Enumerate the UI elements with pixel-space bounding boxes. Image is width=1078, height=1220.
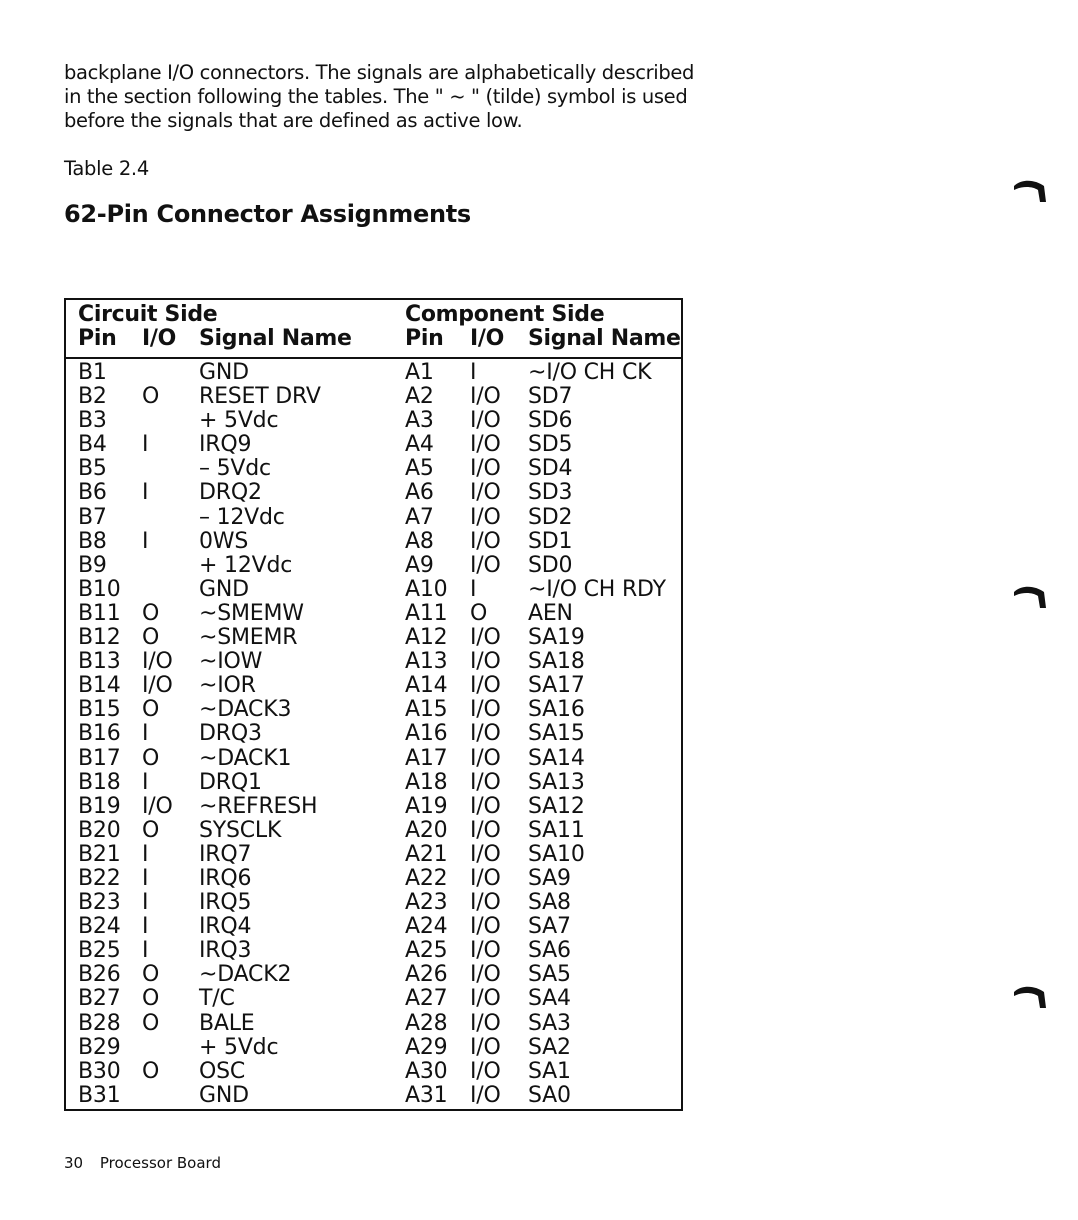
component-io-cell: O [470, 600, 488, 626]
circuit-signal-cell: IRQ3 [199, 938, 252, 964]
table-row [66, 1060, 681, 1084]
component-pin-cell: A31 [405, 1082, 448, 1108]
table-row [66, 457, 681, 481]
circuit-io-cell: I [142, 432, 149, 458]
component-io-cell: I/O [470, 1034, 501, 1060]
circuit-pin-cell: B12 [78, 625, 121, 651]
component-io-cell: I/O [470, 456, 501, 482]
page-title: 62-Pin Connector Assignments [64, 200, 471, 228]
circuit-io-cell: I [142, 890, 149, 916]
component-io-cell: I/O [470, 673, 501, 699]
table-row [66, 626, 681, 650]
circuit-signal-cell: SYSCLK [199, 817, 282, 843]
intro-line: in the section following the tables. The " ~ " (tilde) symbol is used [64, 85, 688, 108]
component-signal-cell: SA11 [528, 817, 585, 843]
component-signal-cell: SA4 [528, 986, 571, 1012]
component-io-cell: I/O [470, 625, 501, 651]
component-signal-cell: SA19 [528, 625, 585, 651]
table-row [66, 361, 681, 385]
component-signal-cell: SD1 [528, 528, 573, 554]
component-io-cell: I/O [470, 384, 501, 410]
component-pin-cell: A1 [405, 360, 434, 385]
circuit-io-cell: O [142, 986, 160, 1012]
component-pin-cell: A24 [405, 914, 448, 940]
circuit-signal-cell: ~DACK3 [199, 697, 292, 723]
circuit-io-cell: I/O [142, 673, 173, 699]
circuit-pin-cell: B1 [78, 360, 107, 385]
page-number: 30 [64, 1154, 84, 1172]
page-footer [64, 1154, 221, 1172]
component-signal-cell: SA8 [528, 890, 571, 916]
component-pin-cell: A30 [405, 1058, 448, 1084]
circuit-io-cell: O [142, 625, 160, 651]
circuit-signal-cell: ~IOR [199, 673, 256, 699]
circuit-pin-cell: B13 [78, 649, 121, 675]
component-io-cell: I/O [470, 697, 501, 723]
component-signal-cell: SD7 [528, 384, 573, 410]
component-io-cell: I/O [470, 528, 501, 554]
component-side-header: Component Side [405, 302, 605, 327]
scan-mark-icon [1012, 582, 1048, 610]
circuit-pin-cell: B31 [78, 1082, 121, 1108]
component-pin-cell: A7 [405, 504, 434, 530]
component-pin-cell: A3 [405, 408, 434, 434]
component-pin-cell: A5 [405, 456, 434, 482]
circuit-pin-cell: B3 [78, 408, 107, 434]
table-row [66, 578, 681, 602]
component-signal-cell: SA0 [528, 1082, 571, 1108]
component-pin-cell: A27 [405, 986, 448, 1012]
circuit-pin-cell: B8 [78, 528, 107, 554]
component-io-cell: I/O [470, 432, 501, 458]
circuit-io-cell: O [142, 697, 160, 723]
component-io-cell: I/O [470, 1082, 501, 1108]
component-pin-cell: A14 [405, 673, 448, 699]
circuit-io-cell: O [142, 962, 160, 988]
component-io-cell: I/O [470, 769, 501, 795]
table-row [66, 409, 681, 433]
circuit-pin-cell: B30 [78, 1058, 121, 1084]
circuit-signal-cell: GND [199, 360, 249, 385]
circuit-io-cell: I [142, 914, 149, 940]
circuit-signal-cell: BALE [199, 1010, 255, 1036]
component-pin-cell: A6 [405, 480, 434, 506]
circuit-io-cell: I [142, 841, 149, 867]
circuit-signal-cell: ~DACK2 [199, 962, 292, 988]
component-io-cell: I [470, 576, 477, 602]
circuit-pin-cell: B20 [78, 817, 121, 843]
component-io-cell: I/O [470, 890, 501, 916]
circuit-pin-cell: B15 [78, 697, 121, 723]
connector-table [64, 298, 683, 1111]
component-io-cell: I/O [470, 865, 501, 891]
component-io-cell: I/O [470, 1058, 501, 1084]
circuit-pin-cell: B16 [78, 721, 121, 747]
circuit-io-cell: I [142, 938, 149, 964]
circuit-signal-cell: DRQ2 [199, 480, 262, 506]
circuit-io-cell: O [142, 384, 160, 410]
component-io-cell: I/O [470, 480, 501, 506]
table-row [66, 1036, 681, 1060]
component-pin-cell: A16 [405, 721, 448, 747]
table-row [66, 747, 681, 771]
component-pin-cell: A15 [405, 697, 448, 723]
table-row [66, 554, 681, 578]
circuit-io-cell: O [142, 1058, 160, 1084]
table-row [66, 698, 681, 722]
component-io-header: I/O [470, 326, 505, 351]
component-pin-cell: A10 [405, 576, 448, 602]
component-signal-cell: SA5 [528, 962, 571, 988]
table-row [66, 433, 681, 457]
circuit-io-cell: I/O [142, 793, 173, 819]
circuit-signal-cell: + 12Vdc [199, 552, 293, 578]
intro-line: before the signals that are defined as active low. [64, 109, 523, 132]
header-divider [66, 357, 681, 359]
circuit-io-header: I/O [142, 326, 177, 351]
circuit-signal-cell: OSC [199, 1058, 246, 1084]
component-pin-cell: A17 [405, 745, 448, 771]
table-row [66, 771, 681, 795]
component-pin-cell: A18 [405, 769, 448, 795]
circuit-signal-cell: 0WS [199, 528, 249, 554]
circuit-pin-cell: B19 [78, 793, 121, 819]
circuit-pin-cell: B7 [78, 504, 107, 530]
table-row [66, 385, 681, 409]
component-pin-cell: A29 [405, 1034, 448, 1060]
component-io-cell: I/O [470, 552, 501, 578]
circuit-io-cell: I [142, 769, 149, 795]
component-signal-cell: SA15 [528, 721, 585, 747]
component-pin-cell: A23 [405, 890, 448, 916]
table-row [66, 722, 681, 746]
component-pin-cell: A8 [405, 528, 434, 554]
circuit-pin-cell: B17 [78, 745, 121, 771]
component-signal-cell: ~I/O CH RDY [528, 576, 666, 602]
circuit-pin-cell: B21 [78, 841, 121, 867]
circuit-signal-cell: IRQ6 [199, 865, 252, 891]
circuit-signal-cell: RESET DRV [199, 384, 321, 410]
circuit-pin-cell: B6 [78, 480, 107, 506]
component-pin-cell: A26 [405, 962, 448, 988]
component-io-cell: I/O [470, 504, 501, 530]
circuit-signal-cell: GND [199, 1082, 249, 1108]
table-row [66, 939, 681, 963]
component-pin-cell: A11 [405, 600, 448, 626]
circuit-io-cell: O [142, 817, 160, 843]
circuit-pin-cell: B4 [78, 432, 107, 458]
circuit-signal-cell: + 5Vdc [199, 1034, 279, 1060]
circuit-signal-cell: ~DACK1 [199, 745, 292, 771]
component-pin-cell: A21 [405, 841, 448, 867]
component-pin-cell: A13 [405, 649, 448, 675]
circuit-signal-cell: IRQ9 [199, 432, 252, 458]
circuit-signal-cell: ~REFRESH [199, 793, 318, 819]
component-io-cell: I/O [470, 745, 501, 771]
circuit-io-cell: O [142, 745, 160, 771]
component-signal-cell: SA17 [528, 673, 585, 699]
table-row [66, 819, 681, 843]
component-pin-header: Pin [405, 326, 444, 351]
scan-mark-icon [1012, 176, 1048, 204]
component-signal-header: Signal Name [528, 326, 681, 351]
component-signal-cell: SA6 [528, 938, 571, 964]
circuit-signal-cell: IRQ4 [199, 914, 252, 940]
component-signal-cell: SA2 [528, 1034, 571, 1060]
circuit-pin-cell: B5 [78, 456, 107, 482]
circuit-io-cell: O [142, 1010, 160, 1036]
circuit-signal-cell: – 5Vdc [199, 456, 271, 482]
component-pin-cell: A25 [405, 938, 448, 964]
circuit-pin-cell: B14 [78, 673, 121, 699]
table-row [66, 674, 681, 698]
circuit-pin-cell: B27 [78, 986, 121, 1012]
table-row [66, 650, 681, 674]
intro-paragraph [64, 61, 704, 133]
component-pin-cell: A4 [405, 432, 434, 458]
circuit-io-cell: I [142, 528, 149, 554]
table-row [66, 915, 681, 939]
component-signal-cell: SA12 [528, 793, 585, 819]
component-signal-cell: SA14 [528, 745, 585, 771]
component-io-cell: I/O [470, 817, 501, 843]
circuit-io-cell: I [142, 721, 149, 747]
circuit-pin-cell: B18 [78, 769, 121, 795]
circuit-signal-cell: ~IOW [199, 649, 263, 675]
circuit-pin-cell: B10 [78, 576, 121, 602]
component-signal-cell: SA3 [528, 1010, 571, 1036]
table-row [66, 963, 681, 987]
circuit-pin-cell: B9 [78, 552, 107, 578]
table-row [66, 506, 681, 530]
component-signal-cell: ~I/O CH CK [528, 360, 652, 385]
component-signal-cell: SA1 [528, 1058, 571, 1084]
table-row [66, 987, 681, 1011]
circuit-signal-cell: T/C [199, 986, 235, 1012]
circuit-pin-cell: B25 [78, 938, 121, 964]
circuit-signal-cell: + 5Vdc [199, 408, 279, 434]
circuit-io-cell: I/O [142, 649, 173, 675]
component-signal-cell: SD2 [528, 504, 573, 530]
component-io-cell: I [470, 360, 477, 385]
circuit-pin-cell: B28 [78, 1010, 121, 1036]
component-pin-cell: A22 [405, 865, 448, 891]
circuit-pin-cell: B2 [78, 384, 107, 410]
component-io-cell: I/O [470, 721, 501, 747]
circuit-signal-cell: ~SMEMR [199, 625, 298, 651]
table-row [66, 530, 681, 554]
circuit-io-cell: I [142, 865, 149, 891]
table-row [66, 795, 681, 819]
component-signal-cell: SA10 [528, 841, 585, 867]
table-row [66, 867, 681, 891]
component-io-cell: I/O [470, 793, 501, 819]
circuit-pin-cell: B23 [78, 890, 121, 916]
intro-line: backplane I/O connectors. The signals are alphabetically described [64, 61, 695, 84]
table-row [66, 602, 681, 626]
component-io-cell: I/O [470, 408, 501, 434]
footer-section: Processor Board [99, 1154, 221, 1172]
component-signal-cell: SD6 [528, 408, 573, 434]
circuit-signal-cell: GND [199, 576, 249, 602]
circuit-pin-header: Pin [78, 326, 117, 351]
circuit-pin-cell: B22 [78, 865, 121, 891]
circuit-signal-header: Signal Name [199, 326, 352, 351]
component-io-cell: I/O [470, 841, 501, 867]
circuit-pin-cell: B11 [78, 600, 121, 626]
circuit-pin-cell: B29 [78, 1034, 121, 1060]
component-pin-cell: A9 [405, 552, 434, 578]
component-signal-cell: SD3 [528, 480, 573, 506]
scan-mark-icon [1012, 982, 1048, 1010]
component-io-cell: I/O [470, 986, 501, 1012]
table-row [66, 1012, 681, 1036]
circuit-side-header: Circuit Side [78, 302, 218, 327]
circuit-signal-cell: DRQ1 [199, 769, 262, 795]
circuit-signal-cell: – 12Vdc [199, 504, 285, 530]
component-pin-cell: A28 [405, 1010, 448, 1036]
circuit-pin-cell: B26 [78, 962, 121, 988]
circuit-signal-cell: IRQ7 [199, 841, 252, 867]
component-signal-cell: SA18 [528, 649, 585, 675]
table-row [66, 843, 681, 867]
component-io-cell: I/O [470, 962, 501, 988]
component-io-cell: I/O [470, 914, 501, 940]
component-pin-cell: A2 [405, 384, 434, 410]
component-pin-cell: A19 [405, 793, 448, 819]
circuit-signal-cell: DRQ3 [199, 721, 262, 747]
component-signal-cell: SA13 [528, 769, 585, 795]
component-signal-cell: SD4 [528, 456, 573, 482]
component-pin-cell: A20 [405, 817, 448, 843]
component-signal-cell: SA7 [528, 914, 571, 940]
component-signal-cell: SD0 [528, 552, 573, 578]
circuit-signal-cell: ~SMEMW [199, 600, 304, 626]
component-io-cell: I/O [470, 649, 501, 675]
table-row [66, 1084, 681, 1108]
circuit-io-cell: I [142, 480, 149, 506]
table-label: Table 2.4 [64, 157, 149, 180]
circuit-io-cell: O [142, 600, 160, 626]
component-signal-cell: SA9 [528, 865, 571, 891]
component-pin-cell: A12 [405, 625, 448, 651]
table-row [66, 891, 681, 915]
circuit-signal-cell: IRQ5 [199, 890, 252, 916]
table-body [66, 361, 681, 1108]
component-signal-cell: AEN [528, 600, 573, 626]
table-row [66, 481, 681, 505]
component-signal-cell: SD5 [528, 432, 573, 458]
component-signal-cell: SA16 [528, 697, 585, 723]
component-io-cell: I/O [470, 1010, 501, 1036]
component-io-cell: I/O [470, 938, 501, 964]
circuit-pin-cell: B24 [78, 914, 121, 940]
